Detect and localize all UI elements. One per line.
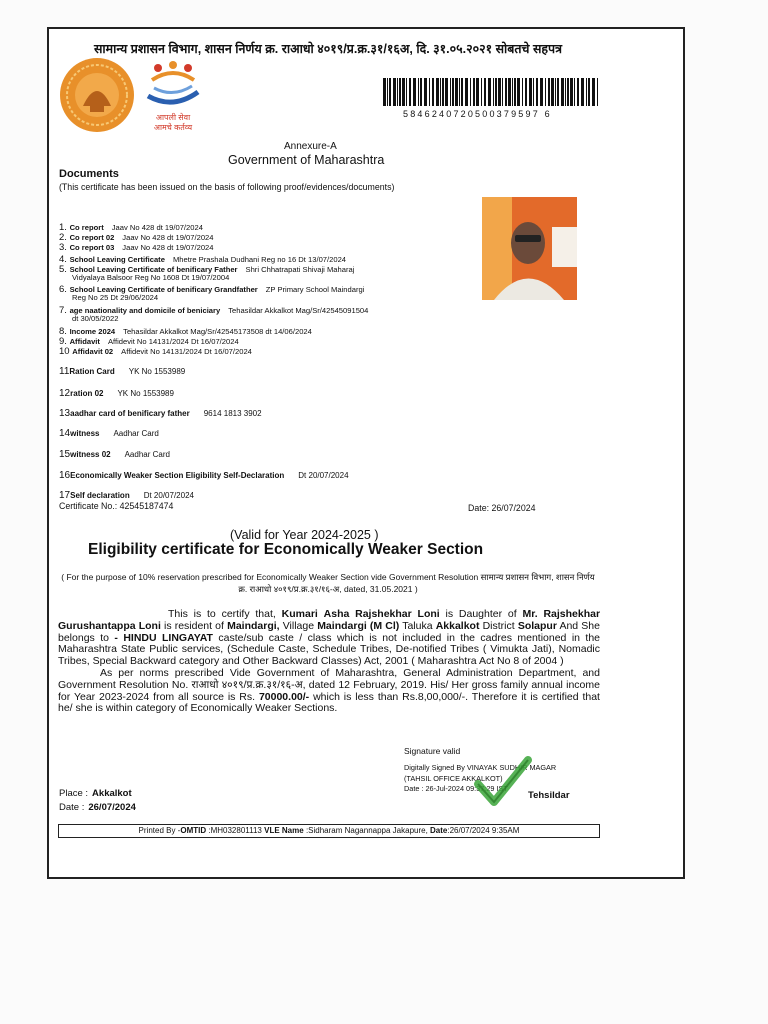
place-value: Akkalkot [92,788,132,799]
body-text: is resident of [164,619,224,632]
document-item-label: School Leaving Certificate of benificary Father [69,265,238,274]
barcode-bar [461,78,463,106]
barcode-bar [436,78,439,106]
document-item-label: Affidavit [69,337,100,346]
document-item-value: ZP Primary School Maindargi [265,285,365,294]
sign-date: Date : 26-Jul-2024 09:37:29 IST [404,784,508,793]
document-item-value: YK No 1553989 [128,367,186,376]
document-item-number: 16 [59,470,71,481]
footer-vle: :Sidharam Nagannappa Jakapure, [305,826,428,835]
barcode-bar [557,78,559,106]
barcode-bar [517,78,520,106]
certificate-title: Eligibility certificate for Economically Weaker Section [88,541,484,558]
barcode-number: 5846240720500379597 6 [403,109,552,119]
government-title: Government of Maharashtra [228,153,385,167]
document-item [59,346,252,357]
document-item-number: 7. [59,305,70,316]
aapli-seva-logo [144,58,202,130]
documents-heading: Documents [59,168,119,180]
sign-office: (TAHSIL OFFICE AKKALKOT) [404,773,503,783]
barcode-bar [402,78,405,106]
applicant-photo [482,197,577,300]
barcode-bar [455,78,458,106]
document-item [59,408,262,419]
barcode-bar [445,78,448,106]
document-item [59,490,194,501]
document-item-label: Affidavit 02 [72,347,114,356]
document-item [59,449,170,460]
barcode-bar [548,78,550,106]
footer-date: :26/07/2024 9:35AM [447,826,520,835]
barcode-bar [452,78,454,106]
barcode-bar [561,78,564,106]
tehsildar-label: Tehsildar [528,790,570,801]
document-item-label: School Leaving Certificate [69,255,165,264]
barcode-bar [432,78,434,106]
annual-income: 70000.00/- [258,690,310,703]
signed-by: Digitally Signed By VINAYAK SUDHIR MAGAR [404,763,557,772]
document-item-number: 10 [59,346,73,357]
document-item-label: Self declaration [70,491,130,500]
barcode-bar [429,78,430,106]
barcode-bar [493,78,494,106]
print-footer [58,824,600,838]
service-logo-icon [144,58,202,108]
taluka-name: Akkalkot [435,619,480,632]
barcode-bar [387,78,388,106]
certificate-number: Certificate No.: 42545187474 [59,501,174,511]
barcode-bar [588,78,590,106]
resident-village: Maindargi, [227,619,280,632]
footer-printed-by: Printed By - [138,826,181,835]
document-item-value: Affidevit No 14131/2024 Dt 16/07/2024 [121,347,252,356]
document-item [59,428,159,439]
barcode-bar [389,78,391,106]
barcode-bar [529,78,532,106]
barcode-bar [473,78,475,106]
document-item-continuation: Vidyalaya Balsoor Reg No 1608 Dt 19/07/2004 [72,273,230,282]
barcode-bar [522,78,523,106]
barcode-bar [484,78,486,106]
document-item-number: 17 [59,490,71,501]
barcode-bar [383,78,386,106]
document-item-label: aadhar card of benificary father [70,409,190,418]
barcode-bar [488,78,491,106]
document-item-continuation: dt 30/05/2022 [72,314,119,323]
barcode-bar [470,78,471,106]
barcode-bar [565,78,566,106]
footer-omtid: :MH032801113 [208,826,262,835]
barcode-bar [459,78,460,106]
document-item-continuation: Reg No 25 Dt 29/06/2024 [72,293,159,302]
barcode-bar [476,78,479,106]
document-item-number: 6. [59,284,70,295]
body-text: which is less than Rs.8,00,000/-. Therefore it is certified that he/ she is within category of Economically Weaker Sections. [58,690,600,715]
barcode-bar [586,78,587,106]
document-item-label: School Leaving Certificate of benificary Grandfather [69,285,258,294]
barcode-bar [418,78,419,106]
signature-check-icon [472,752,532,812]
document-item-label: Economically Weaker Section Eligibility Self-Declaration [70,471,285,480]
document-item-number: 2. [59,232,70,243]
district-name: Solapur [517,619,557,632]
document-item-value: Mhetre Prashala Dudhani Reg no 16 Dt 13/07/2024 [172,255,347,264]
barcode [383,78,598,106]
document-item-label: Income 2024 [69,327,116,336]
document-item [59,242,214,253]
document-item-value: Tehasildar Akkalkot Mag/Sr/42545173508 dt 14/06/2024 [123,327,312,336]
document-item-value: YK No 1553989 [117,389,174,398]
signature-valid: Signature valid [404,746,461,756]
barcode-bar [420,78,422,106]
barcode-bar [481,78,482,106]
body-text: Village [282,619,315,632]
barcode-bar [424,78,427,106]
certificate-body [58,609,600,715]
village-name: Maindargi (M Cl) [317,619,400,632]
caste-name: - HINDU LINGAYAT [114,631,213,644]
document-item-number: 15 [59,449,71,460]
date-label: Date : [59,802,85,813]
barcode-bar [406,78,407,106]
barcode-bar [505,78,507,106]
barcode-bar [409,78,411,106]
barcode-bar [514,78,516,106]
document-item-label: age naationality and domicile of beniciary [69,306,221,315]
barcode-bar [536,78,538,106]
document-item-number: 14 [59,428,71,439]
document-item-value: Jaav No 428 dt 19/07/2024 [111,223,203,232]
footer-vle-label: VLE Name [264,826,304,835]
barcode-bar [574,78,575,106]
logo-text-line1: आपली सेवा [155,113,191,122]
barcode-bar [508,78,511,106]
document-item-value: Shri Chhatrapati Shivaji Maharaj [245,265,355,274]
date-value: 26/07/2024 [88,802,136,813]
father-name: Mr. Rajshekhar Gurushantappa Loni [58,608,601,632]
place-label: Place : [59,788,89,799]
footer-omtid-label: OMTID [180,826,207,835]
document-item-label: Co report 03 [69,243,115,252]
purpose-text: ( For the purpose of 10% reservation prescribed for Economically Weaker Section vide Government Resolution सामान्य प्रशासन विभाग, शासन निर्णय क्र. राआधो ४०१९/प्र.क्र.३१/१६-अ, dated, 31.05.2021 ) [61,572,595,594]
document-item-label: ration 02 [70,389,104,398]
document-item-number: 9. [59,336,70,347]
barcode-bar [551,78,554,106]
document-item-value: Jaav No 428 dt 19/07/2024 [122,233,214,242]
document-item-value: Affidevit No 14131/2024 Dt 16/07/2024 [107,337,239,346]
footer-date-label: Date [430,826,448,835]
logo-text-line2: आमचे कर्तव्य [153,123,193,132]
barcode-bar [465,78,468,106]
barcode-bar [413,78,416,106]
body-text: This is to certify that, [168,608,276,620]
beneficiary-name: Asha Rajshekhar Loni [323,608,440,620]
document-item-number: 13 [59,408,71,419]
barcode-bar [512,78,513,106]
document-item-value: 9614 1813 3902 [203,409,262,418]
document-item-label: Co report 02 [69,233,115,242]
valid-for-year: (Valid for Year 2024-2025 ) [230,528,379,542]
barcode-bar [567,78,569,106]
body-text: As per norms prescribed Vide Government of Maharashtra, General Administration Department, and Government Resolution No. राआधो ४०१९/प्र.क्र.३१/१६-अ, dated 12 February, 2019. His/ Her gross family annual income for Year 2023-2024 from all source is Rs. [58,666,600,703]
barcode-bar [570,78,573,106]
maharashtra-seal-icon [58,56,136,134]
barcode-bar [393,78,396,106]
date-line [59,802,136,813]
barcode-bar [442,78,444,106]
barcode-bar [555,78,556,106]
barcode-bar [440,78,441,106]
document-item-label: witness 02 [70,450,111,459]
document-item-value: Dt 20/07/2024 [298,471,349,480]
place-line [59,788,132,799]
document-item-number: 3. [59,242,70,253]
document-item [59,388,174,399]
barcode-bar [577,78,579,106]
barcode-bar [495,78,497,106]
document-item [59,470,349,481]
barcode-bar [498,78,501,106]
body-text: is Daughter of [445,608,517,620]
barcode-bar [399,78,401,106]
barcode-bar [545,78,546,106]
barcode-bar [525,78,527,106]
body-text: Taluka [402,619,433,632]
document-item-label: Co report [69,223,104,232]
issued-note: (This certificate has been issued on the basis of following proof/evidences/documents) [59,182,395,192]
barcode-bar [533,78,534,106]
document-item-number: 8. [59,326,70,337]
document-item-value: Aadhar Card [124,450,170,459]
body-text: caste/sub caste / class which is not included in the cadres mentioned in the Maharashtra State Public services, (Schedule Caste, Schedule Tribes, De-notified Tribes ( Vimukta Jati), Nomadic Tribes, Special Backward category and Other Backward Classes) Act, 2001 ( Maharashtra Act No 8 of 2004 ) [58,631,601,668]
certificate-date: Date: 26/07/2024 [468,503,536,513]
document-item-number: 5. [59,264,70,275]
body-text: And She belongs to [58,619,600,644]
document-item-value: Tehasildar Akkalkot Mag/Sr/42545091504 [228,306,369,315]
barcode-bar [502,78,503,106]
document-item [59,366,185,377]
document-item-value: Dt 20/07/2024 [143,491,194,500]
barcode-bar [581,78,584,106]
barcode-bar [597,78,598,106]
document-item-number: 12 [59,388,71,399]
document-item-label: witness [70,429,100,438]
document-item-value: Aadhar Card [113,429,159,438]
barcode-bar [540,78,543,106]
header-line: सामान्य प्रशासन विभाग, शासन निर्णय क्र. राआधो ४०१९/प्र.क्र.३१/१६अ, दि. ३१.०५.२०२१ सोबतचे सहपत्र [93,42,563,56]
annexure-label: Annexure-A [284,141,337,152]
document-item-number: 11 [59,366,70,377]
document-item-number: 1. [59,222,70,233]
body-text: District [482,619,515,632]
document-item-label: Ration Card [69,367,115,376]
document-item-number: 4. [59,254,70,265]
body-salutation: Kumari [281,608,318,620]
barcode-bar [592,78,595,106]
barcode-bar [450,78,451,106]
barcode-bar [397,78,398,106]
document-item-value: Jaav No 428 dt 19/07/2024 [122,243,214,252]
